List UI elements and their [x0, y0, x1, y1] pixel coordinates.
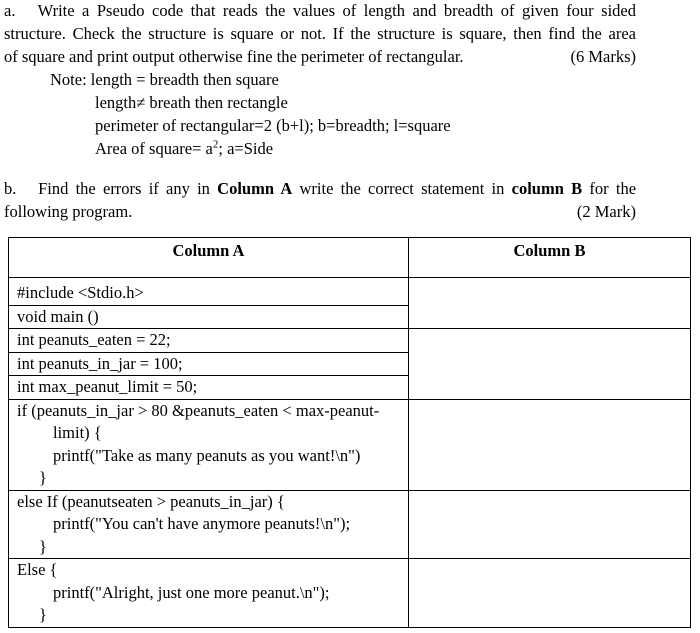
- code-line: if (peanuts_in_jar > 80 &peanuts_eaten < max-peanut-: [17, 400, 380, 420]
- column-a-cell: [9, 278, 409, 306]
- column-a-header: Column A: [9, 238, 409, 278]
- code-line: }: [39, 605, 47, 624]
- column-a-cell: [9, 399, 409, 490]
- part-b-text-post: for the: [589, 179, 637, 198]
- code-line: int peanuts_eaten = 22;: [17, 330, 171, 349]
- column-b-cell[interactable]: [409, 329, 691, 400]
- column-b-cell[interactable]: [409, 559, 691, 628]
- table-row: [9, 278, 691, 306]
- part-a-marks: (6 Marks): [570, 47, 636, 66]
- code-line: #include <Stdio.h>: [17, 283, 144, 302]
- column-a-cell: [9, 329, 409, 353]
- code-line: int max_peanut_limit = 50;: [17, 377, 198, 396]
- part-a-text-1: Write a Pseudo code that reads the values of length and breadth of given four sided: [37, 1, 637, 20]
- part-b-column-a-ref: Column A: [217, 179, 293, 198]
- part-a-line-2: structure. Check the structure is square or not. If the structure is square, then find the area: [4, 24, 636, 43]
- column-b-cell[interactable]: [409, 399, 691, 490]
- column-a-cell: [9, 376, 409, 400]
- code-table: [8, 237, 691, 628]
- code-line: Else {: [17, 560, 58, 579]
- part-b-question: [4, 177, 636, 223]
- column-b-cell[interactable]: [409, 490, 691, 559]
- code-line: limit) {: [53, 423, 102, 442]
- part-b-line-2: [4, 200, 636, 223]
- column-a-cell: [9, 559, 409, 628]
- table-row: [9, 329, 691, 353]
- code-line: printf("Take as many peanuts as you want!\n"): [53, 445, 361, 465]
- code-line: }: [39, 536, 47, 556]
- note-line-4-prefix: Area of square= a: [95, 139, 213, 158]
- part-a-question: [4, 0, 636, 68]
- note-line-4-superscript: 2: [212, 138, 219, 151]
- code-line: }: [39, 468, 47, 487]
- part-b-text-pre: Find the errors if any in: [38, 179, 210, 198]
- table-row: [9, 490, 691, 559]
- note-line-2: length≠ breath then rectangle: [95, 93, 288, 112]
- part-b-column-b-ref: column B: [511, 179, 583, 198]
- part-a-line-3: [4, 45, 636, 68]
- column-b-cell[interactable]: [409, 278, 691, 329]
- part-b-text-mid: write the correct statement in: [299, 179, 505, 198]
- note-line-3: perimeter of rectangular=2 (b+l); b=breadth; l=square: [95, 116, 451, 135]
- part-a-note: [50, 68, 451, 160]
- note-line-4: [50, 137, 451, 160]
- column-a-cell: [9, 305, 409, 329]
- code-line: else If (peanutseaten > peanuts_in_jar) {: [17, 491, 285, 511]
- code-line: int peanuts_in_jar = 100;: [17, 353, 183, 373]
- code-line: void main (): [17, 306, 99, 326]
- code-line: printf("You can't have anymore peanuts!\n");: [53, 514, 351, 533]
- part-a-text-3: of square and print output otherwise fine the perimeter of rectangular.: [4, 47, 464, 66]
- part-b-line-1: [4, 177, 636, 200]
- code-line: printf("Alright, just one more peanut.\n");: [53, 582, 330, 602]
- column-b-header: Column B: [409, 238, 691, 278]
- note-line-4-suffix: ; a=Side: [218, 139, 274, 158]
- part-b-marks: (2 Mark): [576, 202, 636, 221]
- part-a-line-1: [4, 0, 636, 22]
- part-b-text-2: following program.: [4, 202, 133, 221]
- part-a-label: a.: [4, 1, 16, 20]
- part-b-label: b.: [4, 179, 17, 198]
- note-title: Note: length = breadth then square: [50, 70, 279, 89]
- table-header-row: [9, 238, 691, 278]
- table-row: [9, 399, 691, 490]
- column-a-cell: [9, 490, 409, 559]
- column-a-cell: [9, 352, 409, 376]
- table-row: [9, 559, 691, 628]
